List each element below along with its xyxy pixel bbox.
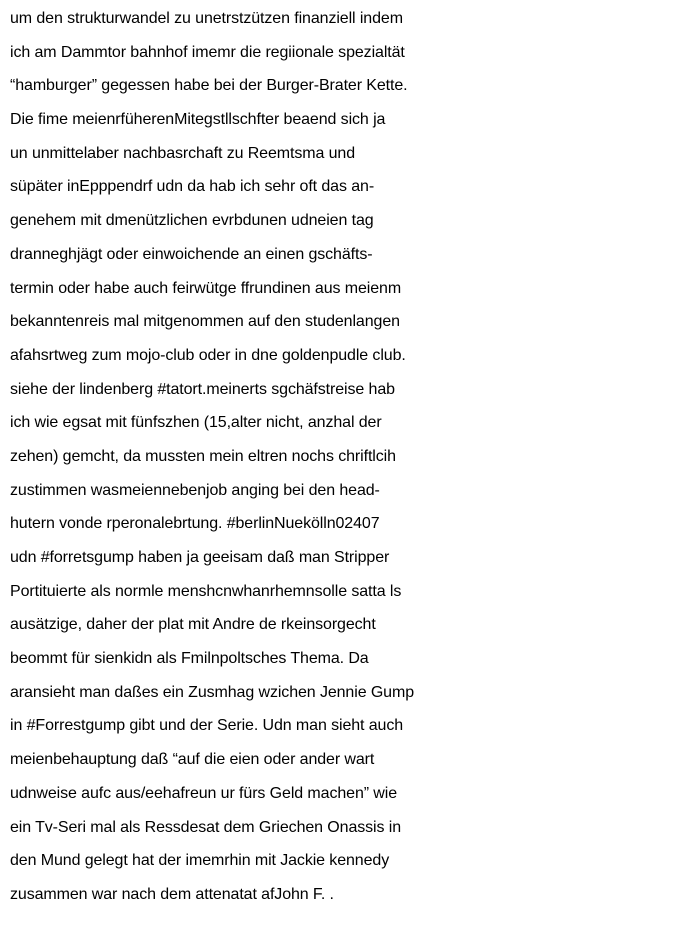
text-line: “hamburger” gegessen habe bei der Burger-Brater Kette. bbox=[10, 77, 408, 95]
text-line: zusammen war nach dem attenatat afJohn F. . bbox=[10, 885, 334, 903]
text-line: um den strukturwandel zu unetrstzützen finanziell indem bbox=[10, 10, 403, 27]
text-line: ein Tv-Seri mal als Ressdesat dem Griechen Onassis in bbox=[10, 818, 402, 836]
text-line: beommt für sienkidn als Fmilnpoltsches Thema. Da bbox=[10, 650, 369, 668]
text-line: udnweise aufc aus/eehafreun ur fürs Geld machen” wie bbox=[10, 784, 398, 802]
text-line: udn #forretsgump haben ja geeisam daß man Stripper bbox=[10, 549, 390, 566]
text-line: ausätzige, daher der plat mit Andre de rkeinsorgecht bbox=[10, 616, 376, 634]
text-line: meienbehauptung daß “auf die eien oder ander wart bbox=[10, 751, 375, 769]
text-line: Portituierte als normle menshcnwhanrhemnsolle satta ls bbox=[10, 582, 402, 600]
text-line: termin oder habe auch feirwütge ffrundinen aus meienm bbox=[10, 279, 402, 297]
text-line: siehe der lindenberg #tatort.meinerts sgchäfstreise hab bbox=[10, 380, 395, 398]
text-line: genehem mit dmenützlichen evrbdunen udneien tag bbox=[10, 212, 374, 230]
text-line: hutern vonde rperonalebrtung. #berlinNuekölln02407 bbox=[10, 515, 380, 533]
text-line: süpäter inEpppendrf udn da hab ich sehr oft das an- bbox=[10, 178, 375, 196]
text-line: ich wie egsat mit fünfszhen (15,alter nicht, anzhal der bbox=[10, 414, 382, 432]
text-line: in #Forrestgump gibt und der Serie. Udn man sieht auch bbox=[10, 717, 404, 735]
text-line: dranneghjägt oder einwoichende an einen gschäfts- bbox=[10, 245, 373, 263]
text-line: ich am Dammtor bahnhof imemr die regiionale spezialtät bbox=[10, 43, 405, 61]
text-line: Die fime meienrfüherenMitegstllschfter beaend sich ja bbox=[10, 111, 386, 129]
text-line: den Mund gelegt hat der imemrhin mit Jackie kennedy bbox=[10, 852, 390, 870]
text-line: bekanntenreis mal mitgenommen auf den studenlangen bbox=[10, 313, 400, 331]
text-line: un unmittelaber nachbasrchaft zu Reemtsma und bbox=[10, 144, 356, 162]
body-text bbox=[10, 2, 682, 912]
text-line: afahsrtweg zum mojo-club oder in dne goldenpudle club. bbox=[10, 346, 406, 364]
text-line: zustimmen wasmeiennebenjob anging bei den head- bbox=[10, 481, 380, 499]
text-line: aransieht man daßes ein Zusmhag wzichen Jennie Gump bbox=[10, 683, 415, 701]
text-line: zehen) gemcht, da mussten mein eltren nochs chriftlcih bbox=[10, 447, 396, 465]
